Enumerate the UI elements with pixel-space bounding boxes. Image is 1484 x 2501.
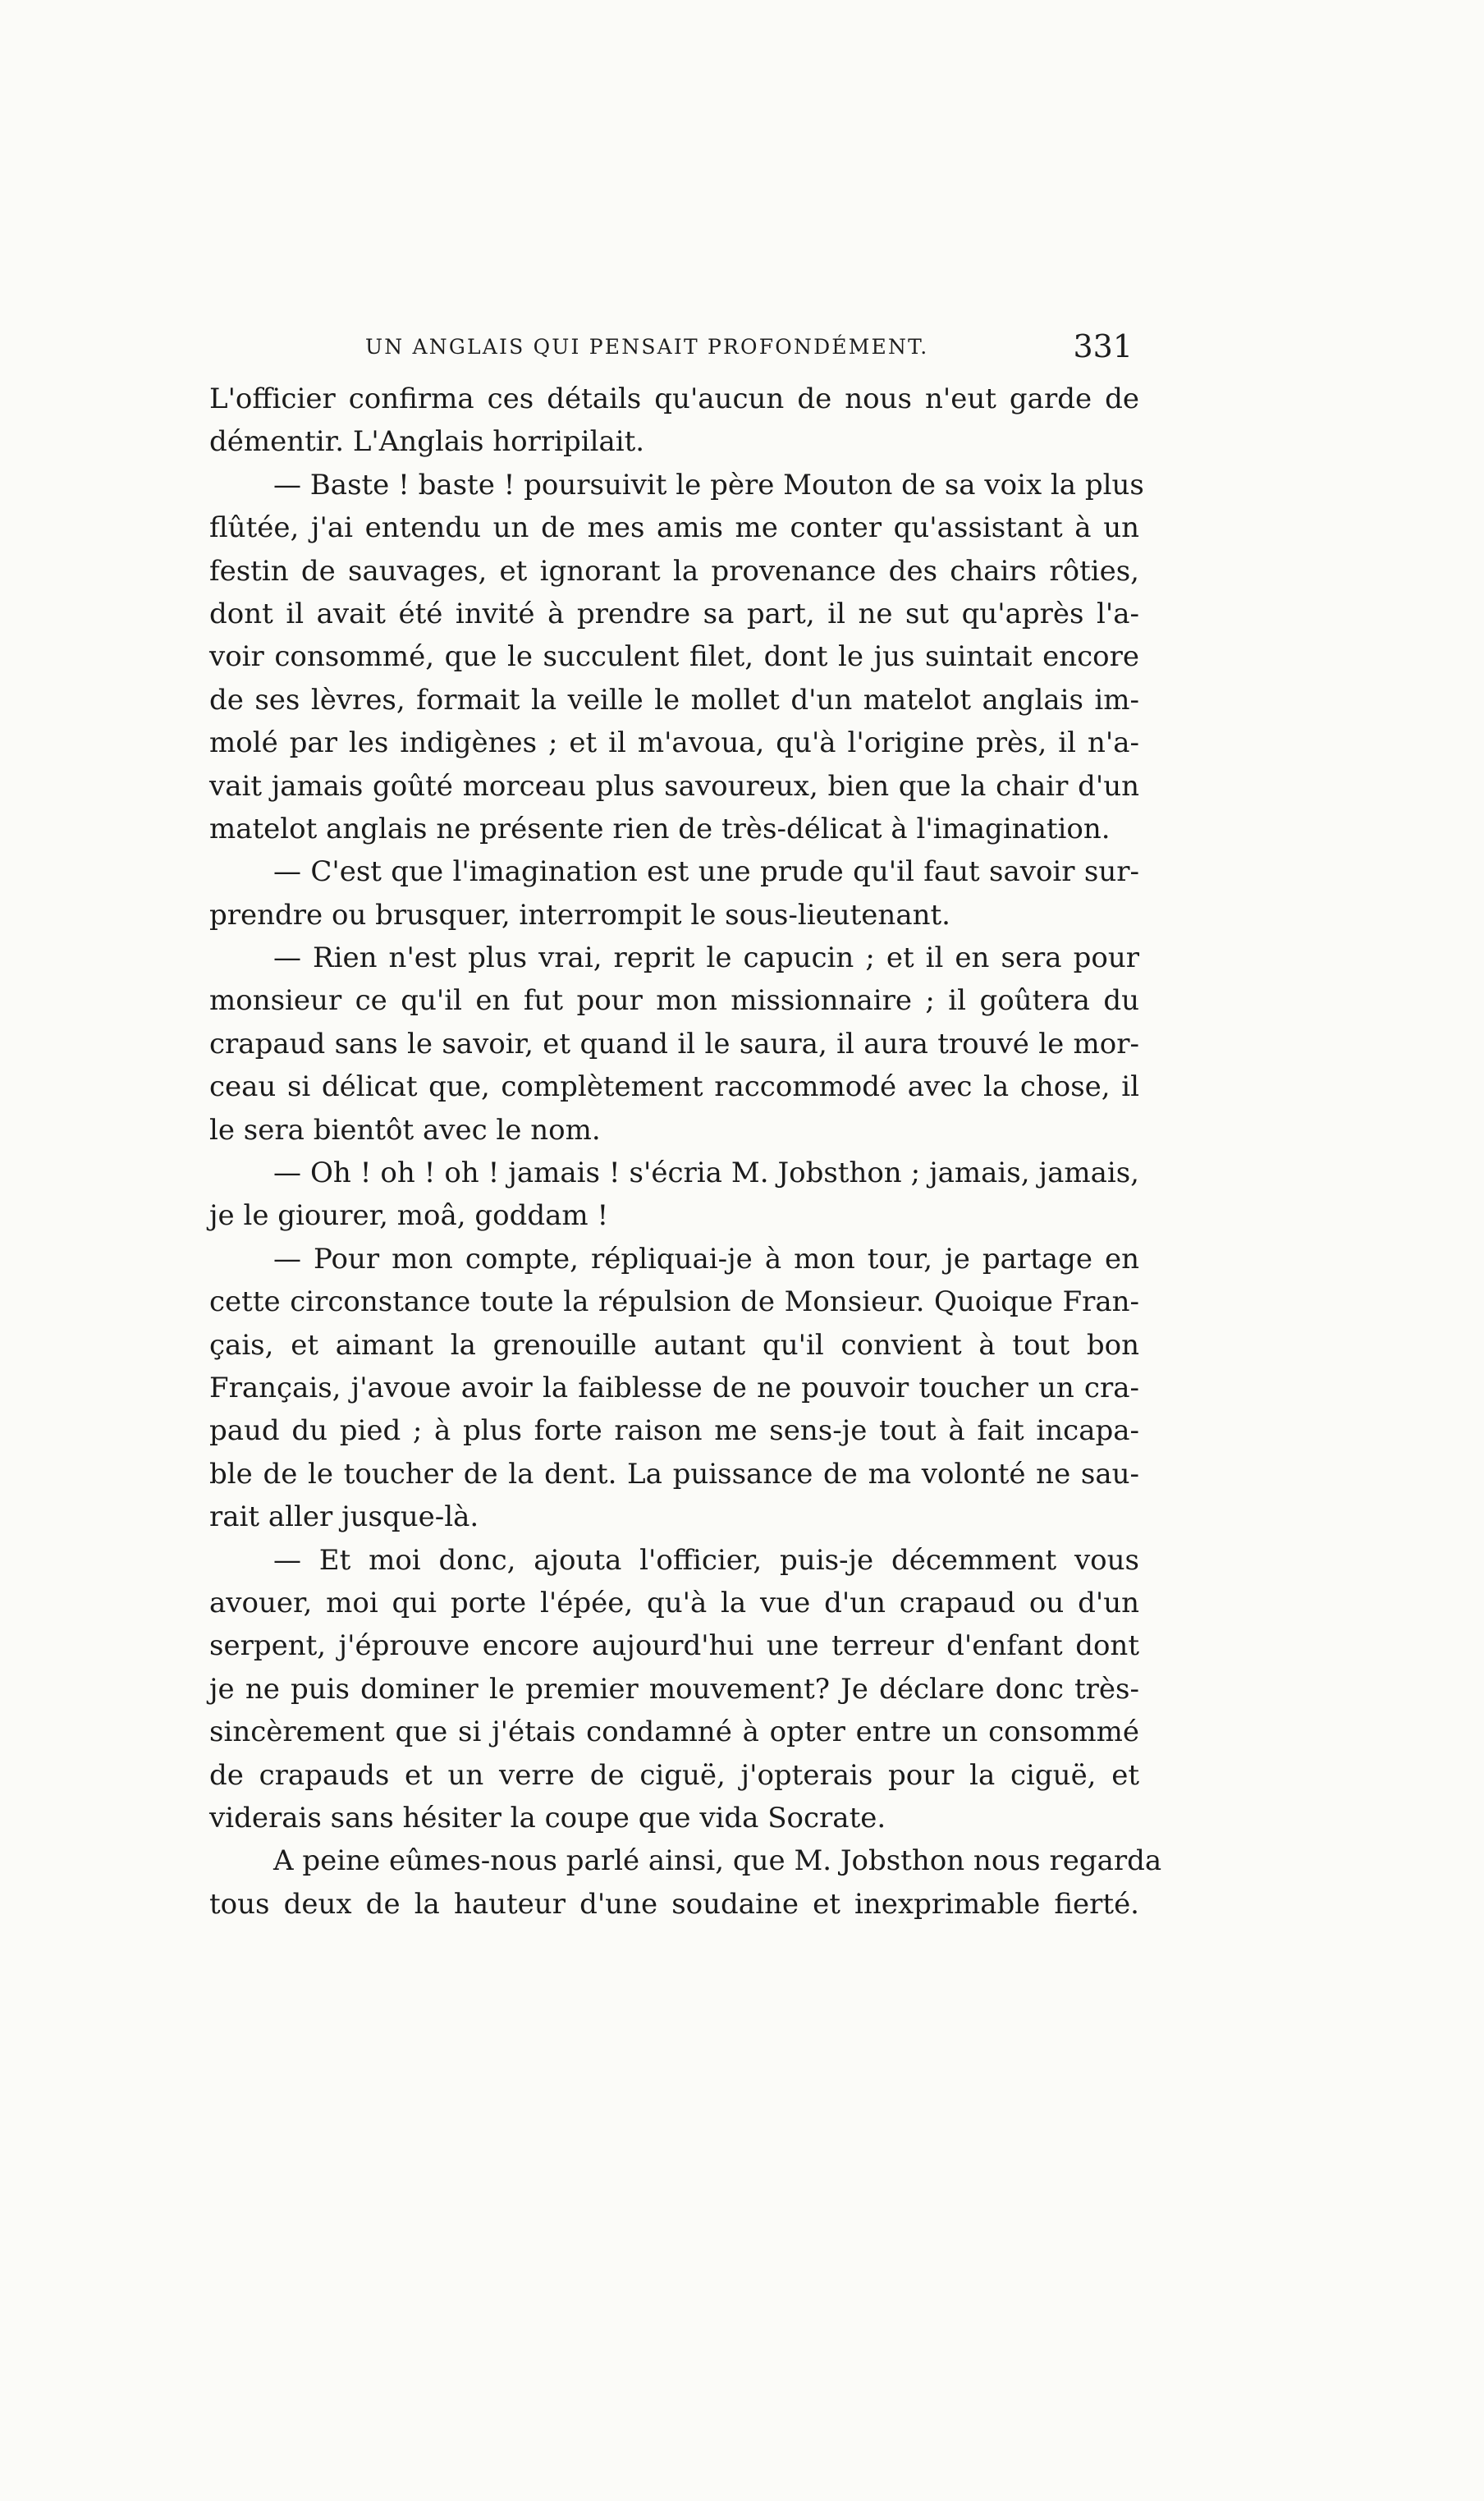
text-line: dont il avait été invité à prendre sa part, il ne sut qu'après l'a-	[209, 597, 1139, 630]
text-line: prendre ou brusquer, interrompit le sous-lieutenant.	[209, 898, 950, 932]
text-line: cette circonstance toute la répulsion de Monsieur. Quoique Fran-	[209, 1285, 1139, 1319]
text-line: crapaud sans le savoir, et quand il le saura, il aura trouvé le mor-	[209, 1027, 1139, 1060]
text-line: — Et moi donc, ajouta l'officier, puis-je décemment vous	[273, 1543, 1139, 1577]
text-line: paud du pied ; à plus forte raison me sens-je tout à fait incapa-	[209, 1414, 1139, 1448]
text-line: avouer, moi qui porte l'épée, qu'à la vue d'un crapaud ou d'un	[209, 1586, 1139, 1619]
text-line: festin de sauvages, et ignorant la provenance des chairs rôties,	[209, 554, 1139, 588]
running-head	[365, 328, 1133, 364]
text-line: de ses lèvres, formait la veille le mollet d'un matelot anglais im-	[209, 683, 1139, 717]
text-line: molé par les indigènes ; et il m'avoua, qu'à l'origine près, il n'a-	[209, 726, 1139, 760]
text-line: tous deux de la hauteur d'une soudaine et inexprimable fierté.	[209, 1887, 1139, 1921]
text-line: — C'est que l'imagination est une prude qu'il faut savoir sur-	[273, 855, 1139, 889]
text-line: serpent, j'éprouve encore aujourd'hui une terreur d'enfant dont	[209, 1629, 1139, 1663]
body-text	[209, 378, 1162, 1926]
text-line: — Rien n'est plus vrai, reprit le capucin ; et il en sera pour	[273, 941, 1139, 975]
text-line: sincèrement que si j'étais condamné à opter entre un consommé	[209, 1715, 1139, 1749]
text-line: matelot anglais ne présente rien de très-délicat à l'imagination.	[209, 812, 1111, 845]
text-line: çais, et aimant la grenouille autant qu'il convient à tout bon	[209, 1328, 1139, 1362]
page-number: 331	[1073, 328, 1133, 364]
text-line: — Pour mon compte, répliquai-je à mon tour, je partage en	[273, 1242, 1139, 1276]
text-line: vait jamais goûté morceau plus savoureux, bien que la chair d'un	[209, 769, 1139, 803]
text-line: flûtée, j'ai entendu un de mes amis me conter qu'assistant à un	[209, 511, 1139, 545]
text-line: Français, j'avoue avoir la faiblesse de ne pouvoir toucher un cra-	[209, 1371, 1139, 1404]
text-line: — Oh ! oh ! oh ! jamais ! s'écria M. Jobsthon ; jamais, jamais,	[273, 1157, 1139, 1190]
text-line: rait aller jusque-là.	[209, 1500, 479, 1534]
text-line: démentir. L'Anglais horripilait.	[209, 425, 645, 459]
text-line: je ne puis dominer le premier mouvement? Je déclare donc très-	[209, 1672, 1139, 1706]
text-line: ceau si délicat que, complètement raccommodé avec la chose, il	[209, 1070, 1139, 1104]
text-line: L'officier confirma ces détails qu'aucun de nous n'eut garde de	[209, 382, 1139, 415]
running-title: UN ANGLAIS QUI PENSAIT PROFONDÉMENT.	[365, 335, 929, 359]
text-line: monsieur ce qu'il en fut pour mon missionnaire ; il goûtera du	[209, 984, 1139, 1018]
text-line: de crapauds et un verre de ciguë, j'opterais pour la ciguë, et	[209, 1758, 1139, 1792]
text-line: je le giourer, moâ, goddam !	[209, 1199, 609, 1233]
text-line: le sera bientôt avec le nom.	[209, 1113, 601, 1147]
text-line: ble de le toucher de la dent. La puissance de ma volonté ne sau-	[209, 1457, 1139, 1491]
text-line: voir consommé, que le succulent filet, dont le jus suintait encore	[209, 640, 1139, 674]
text-line: A peine eûmes-nous parlé ainsi, que M. Jobsthon nous regarda	[273, 1844, 1162, 1878]
text-line: — Baste ! baste ! poursuivit le père Mouton de sa voix la plus	[273, 468, 1144, 502]
text-line: viderais sans hésiter la coupe que vida Socrate.	[209, 1801, 886, 1835]
